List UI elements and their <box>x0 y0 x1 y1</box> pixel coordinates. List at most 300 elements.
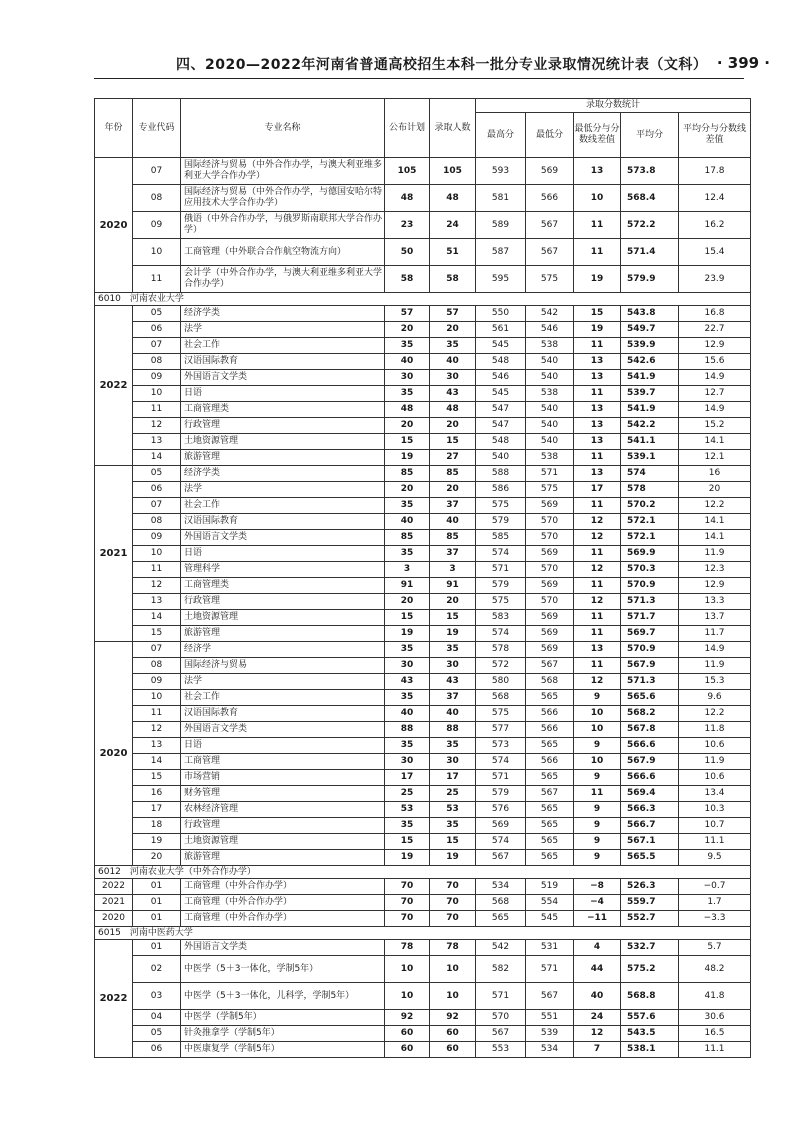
cell-name: 行政管理 <box>181 418 385 434</box>
cell-max: 582 <box>476 956 526 983</box>
cell-min-diff: 44 <box>574 956 621 983</box>
cell-max: 574 <box>476 834 526 850</box>
cell-plan: 35 <box>385 642 430 658</box>
cell-min: 569 <box>526 158 574 185</box>
cell-code: 11 <box>133 266 181 293</box>
cell-code: 01 <box>133 940 181 956</box>
table-row <box>95 158 751 185</box>
cell-max: 545 <box>476 338 526 354</box>
cell-name: 日语 <box>181 738 385 754</box>
cell-name: 土地资源管理 <box>181 610 385 626</box>
cell-min: 566 <box>526 706 574 722</box>
cell-min-diff: 13 <box>574 354 621 370</box>
cell-avg: 539.9 <box>621 338 679 354</box>
cell-code: 01 <box>133 895 181 911</box>
cell-avg: 567.8 <box>621 722 679 738</box>
cell-avg-diff: 11.7 <box>679 626 751 642</box>
cell-avg-diff: 10.7 <box>679 818 751 834</box>
cell-plan: 19 <box>385 850 430 866</box>
cell-max: 579 <box>476 786 526 802</box>
cell-min-diff: 12 <box>574 1026 621 1042</box>
cell-avg-diff: 12.2 <box>679 706 751 722</box>
cell-avg-diff: 11.1 <box>679 834 751 850</box>
table-row <box>95 266 751 293</box>
cell-code: 13 <box>133 738 181 754</box>
cell-code: 10 <box>133 690 181 706</box>
cell-avg: 538.1 <box>621 1042 679 1058</box>
cell-code: 02 <box>133 956 181 983</box>
cell-code: 10 <box>133 239 181 266</box>
cell-min: 571 <box>526 956 574 983</box>
cell-min-diff: 9 <box>574 770 621 786</box>
table-row <box>95 386 751 402</box>
cell-max: 589 <box>476 212 526 239</box>
cell-avg-diff: 12.9 <box>679 338 751 354</box>
cell-plan: 19 <box>385 450 430 466</box>
cell-code: 07 <box>133 158 181 185</box>
cell-admitted: 57 <box>430 306 476 322</box>
cell-plan: 15 <box>385 434 430 450</box>
cell-min: 540 <box>526 434 574 450</box>
cell-plan: 15 <box>385 610 430 626</box>
cell-min: 571 <box>526 466 574 482</box>
cell-min: 567 <box>526 786 574 802</box>
cell-min: 570 <box>526 594 574 610</box>
cell-avg: 567.1 <box>621 834 679 850</box>
cell-avg-diff: 1.7 <box>679 895 751 911</box>
cell-avg-diff: 14.9 <box>679 402 751 418</box>
cell-avg: 557.6 <box>621 1010 679 1026</box>
cell-min: 565 <box>526 850 574 866</box>
admission-stats-table <box>94 98 751 1058</box>
cell-plan: 40 <box>385 514 430 530</box>
cell-name: 工商管理（中外联合合作航空物流方向） <box>181 239 385 266</box>
cell-min-diff: 19 <box>574 266 621 293</box>
cell-year: 2020 <box>95 642 133 866</box>
cell-avg-diff: 14.1 <box>679 514 751 530</box>
cell-min-diff: 13 <box>574 402 621 418</box>
cell-min: 565 <box>526 738 574 754</box>
cell-code: 15 <box>133 626 181 642</box>
cell-code: 08 <box>133 185 181 212</box>
cell-code: 08 <box>133 514 181 530</box>
cell-name: 工商管理（中外合作办学） <box>181 895 385 911</box>
cell-code: 14 <box>133 754 181 770</box>
table-row <box>95 818 751 834</box>
cell-max: 588 <box>476 466 526 482</box>
cell-avg: 552.7 <box>621 911 679 927</box>
cell-max: 586 <box>476 482 526 498</box>
cell-avg-diff: 15.4 <box>679 239 751 266</box>
cell-name: 工商管理（中外合作办学） <box>181 911 385 927</box>
cell-max: 548 <box>476 434 526 450</box>
cell-min: 540 <box>526 370 574 386</box>
cell-avg: 573.8 <box>621 158 679 185</box>
cell-plan: 35 <box>385 818 430 834</box>
cell-max: 565 <box>476 911 526 927</box>
cell-name: 外国语言文学类 <box>181 530 385 546</box>
cell-avg: 565.5 <box>621 850 679 866</box>
cell-name: 社会工作 <box>181 690 385 706</box>
cell-max: 571 <box>476 770 526 786</box>
cell-min: 569 <box>526 610 574 626</box>
cell-name: 会计学（中外合作办学，与澳大利亚维多利亚大学合作办学） <box>181 266 385 293</box>
cell-admitted: 35 <box>430 642 476 658</box>
cell-min: 567 <box>526 239 574 266</box>
page-title: 四、2020—2022年河南省普通高校招生本科一批分专业录取情况统计表（文科） <box>176 57 708 73</box>
cell-plan: 30 <box>385 370 430 386</box>
cell-code: 09 <box>133 212 181 239</box>
cell-plan: 40 <box>385 354 430 370</box>
cell-admitted: 30 <box>430 658 476 674</box>
cell-max: 573 <box>476 738 526 754</box>
table-row <box>95 983 751 1010</box>
cell-name: 旅游管理 <box>181 450 385 466</box>
table-row <box>95 738 751 754</box>
cell-min-diff: −8 <box>574 879 621 895</box>
cell-plan: 35 <box>385 386 430 402</box>
cell-min: 534 <box>526 1042 574 1058</box>
cell-plan: 88 <box>385 722 430 738</box>
cell-code: 04 <box>133 1010 181 1026</box>
cell-plan: 43 <box>385 674 430 690</box>
cell-admitted: 37 <box>430 498 476 514</box>
cell-avg: 541.1 <box>621 434 679 450</box>
cell-avg: 571.4 <box>621 239 679 266</box>
cell-min: 575 <box>526 266 574 293</box>
col-code: 专业代码 <box>133 99 181 158</box>
cell-name: 外国语言文学类 <box>181 722 385 738</box>
cell-plan: 40 <box>385 706 430 722</box>
cell-max: 587 <box>476 239 526 266</box>
page-number: · 399 · <box>716 54 770 72</box>
table-row <box>95 770 751 786</box>
cell-name: 法学 <box>181 482 385 498</box>
cell-plan: 35 <box>385 690 430 706</box>
table-row <box>95 418 751 434</box>
table-row <box>95 212 751 239</box>
cell-max: 561 <box>476 322 526 338</box>
cell-max: 550 <box>476 306 526 322</box>
cell-name: 农林经济管理 <box>181 802 385 818</box>
cell-max: 567 <box>476 850 526 866</box>
table-row <box>95 1042 751 1058</box>
cell-admitted: 24 <box>430 212 476 239</box>
cell-avg: 575.2 <box>621 956 679 983</box>
cell-admitted: 19 <box>430 850 476 866</box>
cell-min: 565 <box>526 802 574 818</box>
cell-code: 07 <box>133 498 181 514</box>
cell-admitted: 35 <box>430 338 476 354</box>
col-min: 最低分 <box>526 113 574 158</box>
cell-avg-diff: 13.3 <box>679 594 751 610</box>
col-avg-diff: 平均分与分数线差值 <box>679 113 751 158</box>
cell-max: 595 <box>476 266 526 293</box>
cell-admitted: 17 <box>430 770 476 786</box>
cell-min-diff: 13 <box>574 418 621 434</box>
cell-admitted: 51 <box>430 239 476 266</box>
table-row <box>95 402 751 418</box>
cell-avg: 541.9 <box>621 370 679 386</box>
cell-plan: 20 <box>385 594 430 610</box>
cell-year: 2020 <box>95 911 133 927</box>
cell-name: 工商管理（中外合作办学） <box>181 879 385 895</box>
table-row <box>95 911 751 927</box>
cell-min: 551 <box>526 1010 574 1026</box>
cell-min: 570 <box>526 562 574 578</box>
cell-avg-diff: 12.4 <box>679 185 751 212</box>
cell-avg: 574 <box>621 466 679 482</box>
cell-admitted: 40 <box>430 706 476 722</box>
cell-plan: 57 <box>385 306 430 322</box>
cell-name: 法学 <box>181 674 385 690</box>
cell-plan: 60 <box>385 1026 430 1042</box>
cell-name: 社会工作 <box>181 498 385 514</box>
cell-min: 565 <box>526 690 574 706</box>
cell-avg: 571.7 <box>621 610 679 626</box>
cell-min-diff: 10 <box>574 754 621 770</box>
cell-admitted: 27 <box>430 450 476 466</box>
col-year: 年份 <box>95 99 133 158</box>
cell-min-diff: 13 <box>574 466 621 482</box>
cell-admitted: 78 <box>430 940 476 956</box>
cell-name: 行政管理 <box>181 818 385 834</box>
cell-name: 管理科学 <box>181 562 385 578</box>
cell-min: 545 <box>526 911 574 927</box>
cell-name: 汉语国际教育 <box>181 354 385 370</box>
table-row <box>95 956 751 983</box>
cell-min-diff: 7 <box>574 1042 621 1058</box>
cell-name: 工商管理 <box>181 754 385 770</box>
cell-avg: 570.2 <box>621 498 679 514</box>
cell-min-diff: −4 <box>574 895 621 911</box>
cell-avg-diff: 48.2 <box>679 956 751 983</box>
cell-max: 593 <box>476 158 526 185</box>
cell-min-diff: 11 <box>574 610 621 626</box>
cell-admitted: 37 <box>430 690 476 706</box>
cell-code: 07 <box>133 338 181 354</box>
cell-plan: 35 <box>385 338 430 354</box>
cell-max: 571 <box>476 562 526 578</box>
cell-avg: 578 <box>621 482 679 498</box>
cell-code: 05 <box>133 466 181 482</box>
cell-plan: 92 <box>385 1010 430 1026</box>
cell-min: 569 <box>526 578 574 594</box>
cell-code: 05 <box>133 306 181 322</box>
cell-plan: 35 <box>385 546 430 562</box>
cell-min-diff: 9 <box>574 818 621 834</box>
cell-name: 外国语言文学类 <box>181 370 385 386</box>
cell-plan: 15 <box>385 834 430 850</box>
cell-admitted: 85 <box>430 530 476 546</box>
cell-min-diff: 11 <box>574 212 621 239</box>
cell-max: 583 <box>476 610 526 626</box>
cell-avg: 539.1 <box>621 450 679 466</box>
cell-admitted: 15 <box>430 610 476 626</box>
cell-name: 日语 <box>181 386 385 402</box>
cell-min: 569 <box>526 626 574 642</box>
cell-code: 03 <box>133 983 181 1010</box>
table-row <box>95 850 751 866</box>
cell-admitted: 48 <box>430 185 476 212</box>
cell-avg-diff: 12.2 <box>679 498 751 514</box>
cell-code: 10 <box>133 546 181 562</box>
cell-min-diff: 10 <box>574 706 621 722</box>
cell-min-diff: 15 <box>574 306 621 322</box>
cell-max: 574 <box>476 626 526 642</box>
cell-min: 567 <box>526 658 574 674</box>
cell-name: 法学 <box>181 322 385 338</box>
table-row <box>95 514 751 530</box>
cell-code: 09 <box>133 674 181 690</box>
table-row <box>95 674 751 690</box>
cell-max: 575 <box>476 498 526 514</box>
cell-avg-diff: 13.7 <box>679 610 751 626</box>
cell-avg-diff: 12.9 <box>679 578 751 594</box>
cell-code: 12 <box>133 578 181 594</box>
cell-code: 07 <box>133 642 181 658</box>
cell-avg-diff: 12.7 <box>679 386 751 402</box>
header-rule <box>94 78 744 79</box>
cell-avg: 542.6 <box>621 354 679 370</box>
table-row <box>95 185 751 212</box>
cell-admitted: 40 <box>430 354 476 370</box>
table-row <box>95 530 751 546</box>
cell-name: 中医学（5＋3一体化，学制5年） <box>181 956 385 983</box>
cell-avg-diff: 41.8 <box>679 983 751 1010</box>
cell-min-diff: 11 <box>574 546 621 562</box>
section-row <box>95 927 751 940</box>
table-row <box>95 1010 751 1026</box>
table-row <box>95 562 751 578</box>
cell-max: 574 <box>476 754 526 770</box>
cell-min: 567 <box>526 212 574 239</box>
cell-avg-diff: 14.1 <box>679 530 751 546</box>
cell-code: 15 <box>133 770 181 786</box>
cell-min: 565 <box>526 818 574 834</box>
cell-admitted: 15 <box>430 434 476 450</box>
cell-name: 汉语国际教育 <box>181 706 385 722</box>
cell-avg-diff: 11.9 <box>679 658 751 674</box>
table-row <box>95 879 751 895</box>
cell-admitted: 88 <box>430 722 476 738</box>
cell-avg-diff: 23.9 <box>679 266 751 293</box>
cell-min: 540 <box>526 418 574 434</box>
section-row <box>95 293 751 306</box>
cell-admitted: 20 <box>430 594 476 610</box>
cell-min: 565 <box>526 770 574 786</box>
cell-year: 2021 <box>95 466 133 642</box>
cell-code: 01 <box>133 879 181 895</box>
cell-max: 578 <box>476 642 526 658</box>
table-row <box>95 786 751 802</box>
cell-plan: 48 <box>385 185 430 212</box>
table-row <box>95 594 751 610</box>
cell-avg: 579.9 <box>621 266 679 293</box>
table-body <box>95 158 751 1058</box>
cell-max: 540 <box>476 450 526 466</box>
cell-code: 09 <box>133 370 181 386</box>
cell-plan: 20 <box>385 322 430 338</box>
cell-min-diff: 9 <box>574 738 621 754</box>
cell-plan: 35 <box>385 498 430 514</box>
cell-min-diff: 12 <box>574 674 621 690</box>
cell-avg-diff: 16.8 <box>679 306 751 322</box>
section-row <box>95 866 751 879</box>
cell-min: 569 <box>526 642 574 658</box>
cell-avg: 543.5 <box>621 1026 679 1042</box>
table-row <box>95 642 751 658</box>
table-row <box>95 1026 751 1042</box>
cell-admitted: 40 <box>430 514 476 530</box>
cell-avg-diff: 12.3 <box>679 562 751 578</box>
table-row <box>95 834 751 850</box>
cell-avg-diff: 15.2 <box>679 418 751 434</box>
cell-plan: 91 <box>385 578 430 594</box>
cell-plan: 30 <box>385 754 430 770</box>
cell-min: 568 <box>526 674 574 690</box>
table-row <box>95 498 751 514</box>
cell-name: 汉语国际教育 <box>181 514 385 530</box>
cell-admitted: 19 <box>430 626 476 642</box>
cell-name: 旅游管理 <box>181 626 385 642</box>
cell-code: 05 <box>133 1026 181 1042</box>
cell-min-diff: 12 <box>574 562 621 578</box>
table-row <box>95 578 751 594</box>
cell-avg: 570.9 <box>621 642 679 658</box>
cell-name: 土地资源管理 <box>181 434 385 450</box>
cell-avg-diff: 15.3 <box>679 674 751 690</box>
cell-min-diff: 13 <box>574 370 621 386</box>
table-row <box>95 626 751 642</box>
cell-plan: 3 <box>385 562 430 578</box>
table-row <box>95 306 751 322</box>
cell-max: 574 <box>476 546 526 562</box>
cell-max: 575 <box>476 594 526 610</box>
table-row <box>95 690 751 706</box>
cell-plan: 10 <box>385 983 430 1010</box>
cell-min: 569 <box>526 546 574 562</box>
cell-max: 570 <box>476 1010 526 1026</box>
cell-min-diff: 17 <box>574 482 621 498</box>
cell-code: 13 <box>133 434 181 450</box>
cell-max: 542 <box>476 940 526 956</box>
cell-admitted: 85 <box>430 466 476 482</box>
cell-plan: 17 <box>385 770 430 786</box>
cell-avg: 572.1 <box>621 530 679 546</box>
cell-admitted: 35 <box>430 738 476 754</box>
cell-avg: 569.4 <box>621 786 679 802</box>
cell-year: 2022 <box>95 879 133 895</box>
col-max: 最高分 <box>476 113 526 158</box>
cell-avg-diff: 11.9 <box>679 754 751 770</box>
cell-plan: 53 <box>385 802 430 818</box>
cell-admitted: 10 <box>430 956 476 983</box>
cell-name: 中医学（5＋3一体化，儿科学，学制5年） <box>181 983 385 1010</box>
col-name: 专业名称 <box>181 99 385 158</box>
cell-plan: 58 <box>385 266 430 293</box>
cell-avg: 559.7 <box>621 895 679 911</box>
cell-admitted: 48 <box>430 402 476 418</box>
cell-admitted: 35 <box>430 818 476 834</box>
table-row <box>95 322 751 338</box>
cell-admitted: 70 <box>430 879 476 895</box>
cell-max: 575 <box>476 706 526 722</box>
cell-min-diff: 11 <box>574 338 621 354</box>
cell-admitted: 60 <box>430 1026 476 1042</box>
cell-plan: 10 <box>385 956 430 983</box>
cell-avg: 549.7 <box>621 322 679 338</box>
